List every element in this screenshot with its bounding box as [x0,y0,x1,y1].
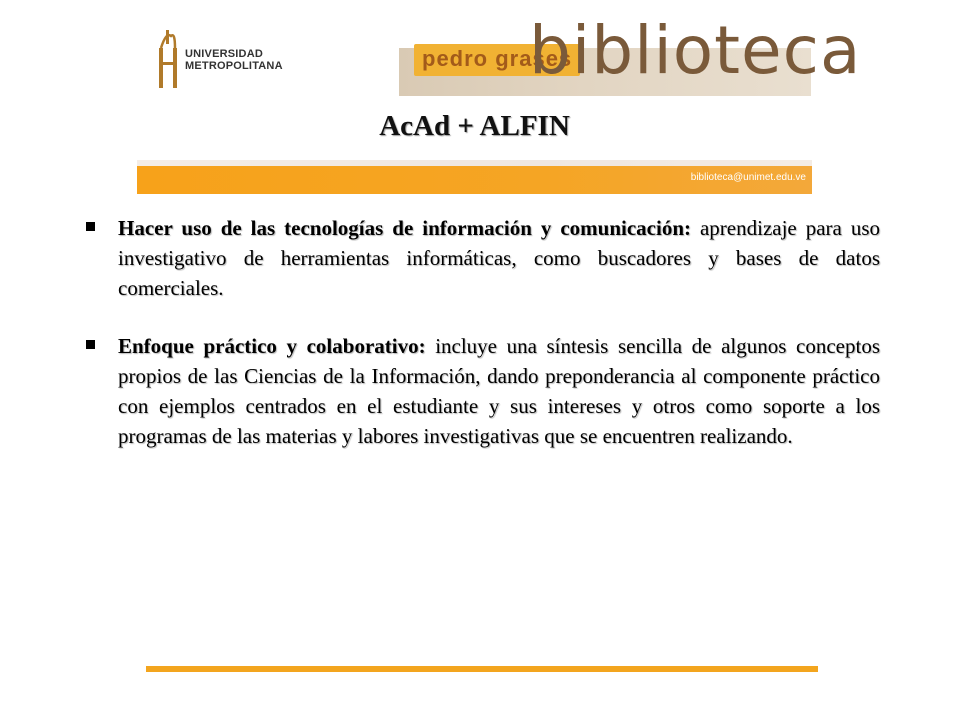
university-name [185,48,283,72]
bullet-item-2 [80,331,880,451]
bullet-1-lead: Hacer uso de las tecnologías de información y comunicación: [118,216,692,240]
bullet-item-1 [80,213,880,303]
bullet-1-text: aprendizaje para uso investigativo de herramientas informáticas, como buscadores y bases de datos comerciales. [118,216,880,300]
bullet-2-text: incluye una síntesis sencilla de algunos conceptos propios de las Ciencias de la Información, dando preponderancia al componente práctico con ejemplos centrados en el estudiante y sus intereses y otros como soporte a los programas de las materias y labores investigativas que se encuentren realizando. [118,334,880,448]
brand-biblioteca: biblioteca [529,12,862,89]
header-banner [137,12,862,194]
university-line-2: METROPOLITANA [185,60,283,72]
footer-rule [146,666,818,672]
university-line-1: UNIVERSIDAD [185,48,263,60]
square-bullet-icon [86,340,95,349]
email-strip [137,166,812,194]
slide-title: AcAd + ALFIN [379,110,570,142]
brand-pedro-grases: pedro grases [414,44,580,76]
square-bullet-icon [86,222,95,231]
email-link[interactable]: biblioteca@unimet.edu.ve [690,172,806,183]
bullet-2-lead: Enfoque práctico y colaborativo: [118,334,426,358]
slide-content [80,213,880,479]
